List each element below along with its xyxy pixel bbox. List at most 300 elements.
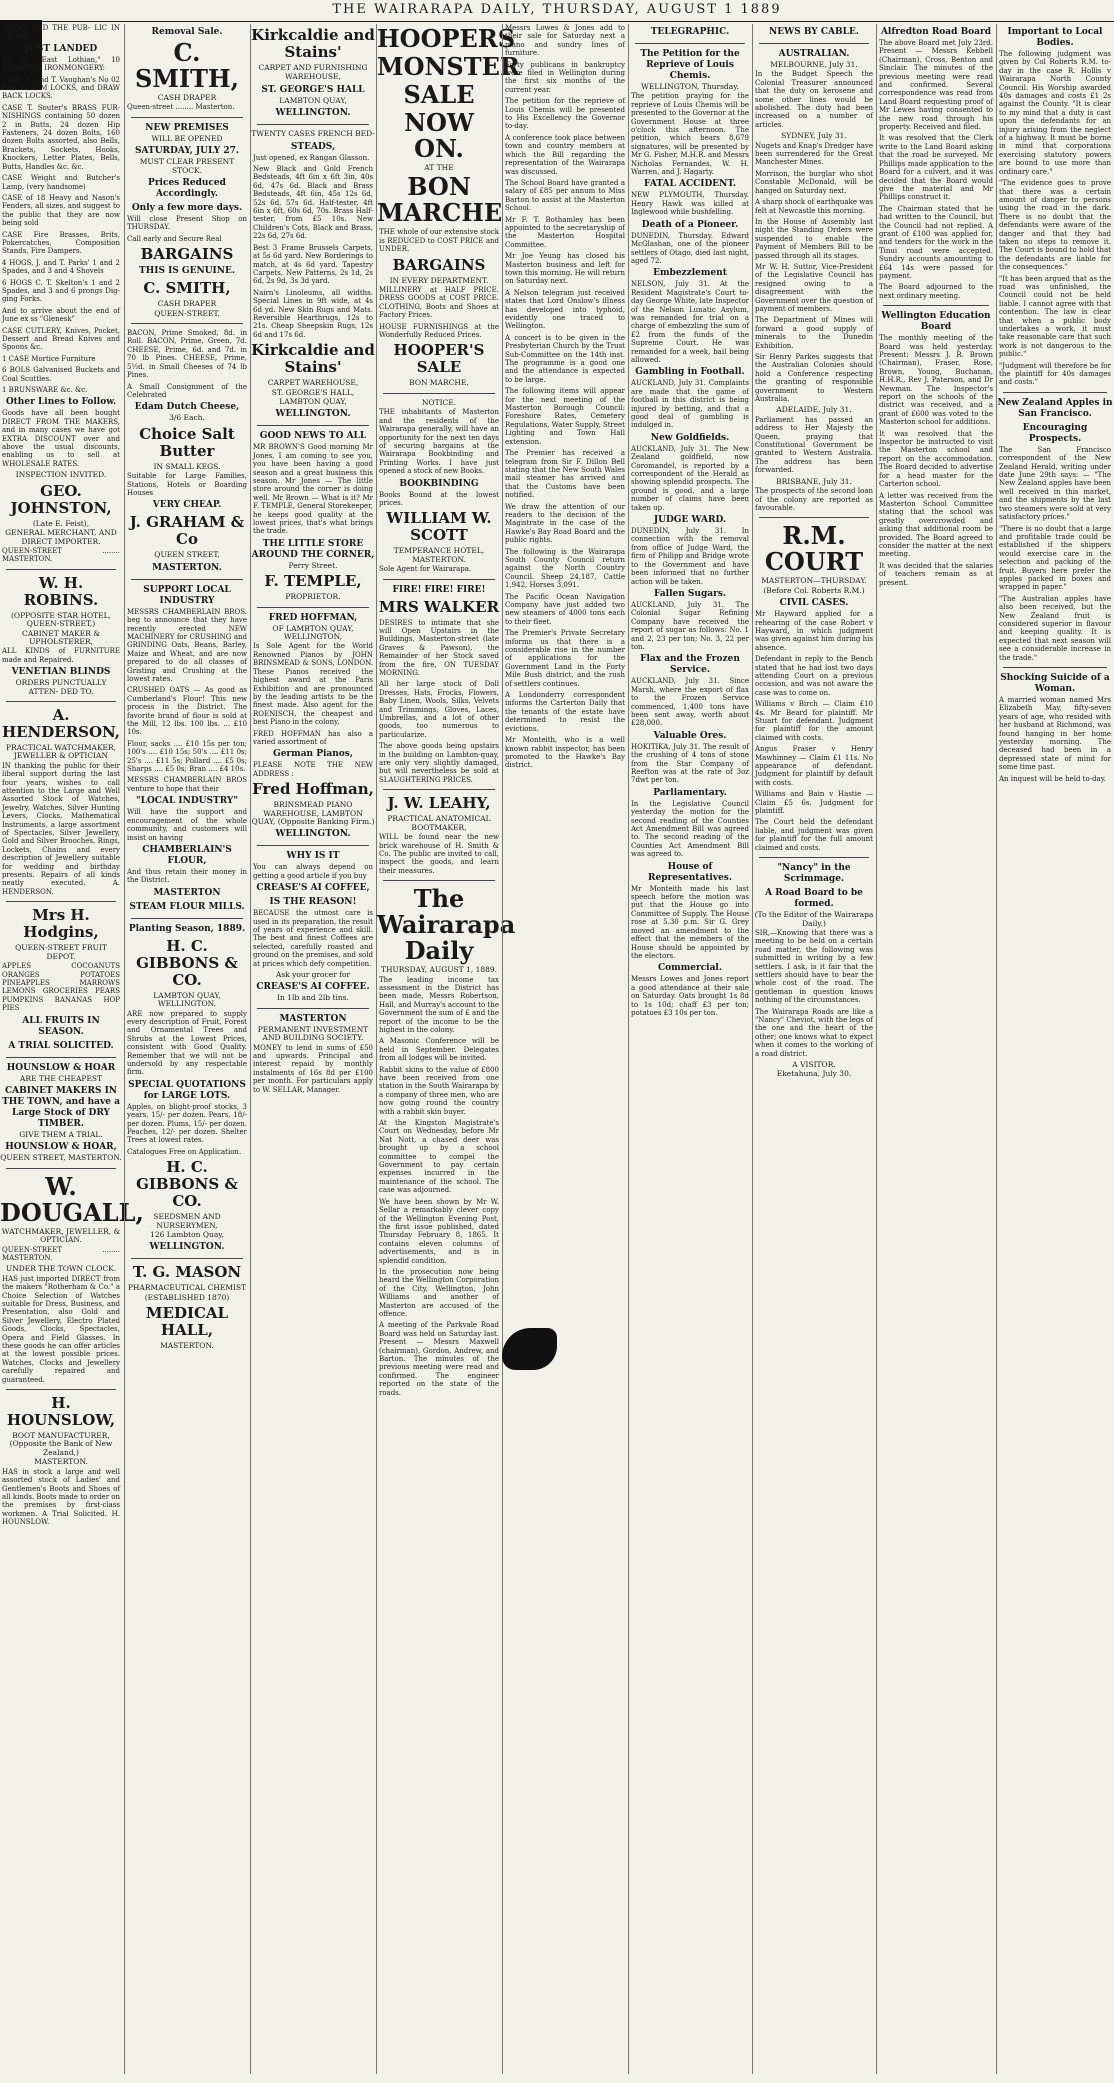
subheading: QUEEN-STREET.	[154, 308, 220, 318]
subheading: MASTERTON.	[160, 1341, 214, 1351]
article-paragraph: A letter was received from the Masterton School Committee stating that the school was greatly overcrowded and asking that additional room be provided. The Board agreed to consider the matter at the next meeting.	[879, 491, 993, 559]
subheading: LAMBTON QUAY,	[279, 396, 347, 406]
article-paragraph: Sir Henry Parkes suggests that the Australian Colonies should hold a Conference respecting the granting of responsible government to Western Australia.	[755, 353, 873, 404]
subheading: SEEDSMEN AND NURSERYMEN,	[153, 1212, 221, 1230]
column-7	[752, 24, 875, 2074]
article-paragraph: In the House of Assembly last night the Standing Orders were suspended to enable the Payment of Members Bill to be passed through all its stages.	[755, 217, 873, 260]
article-paragraph: Mr Monteith, who is a well known rabbit inspector, has been promoted to the Hawke's Bay district.	[505, 736, 625, 770]
column-separator	[257, 425, 369, 426]
headline: House of Representatives.	[647, 861, 733, 883]
headline: SATURDAY, JULY 27.	[135, 146, 239, 157]
display-heading: Choice Salt Butter	[139, 424, 235, 460]
article-paragraph: MILLINERY at HALF PRICE. DRESS GOODS at COST PRICE. CLOTHING, Boots and Shoes at Factory Prices.	[379, 286, 499, 320]
subheading: Perry Street.	[288, 560, 338, 570]
headline: Wellington Education Board	[881, 311, 991, 333]
headline: Other Lines to Follow.	[5, 397, 117, 408]
subheading: QUEEN-STREET FRUIT DEPOT.	[15, 943, 107, 961]
column-5	[502, 24, 627, 2074]
article-paragraph: QUEEN-STREET ........ MASTERTON.	[2, 1245, 120, 1262]
headline: VENETIAN BLINDS	[11, 667, 111, 678]
article-paragraph: The Chairman stated that he had written to the Council, but the Council had not replied. A grant of £100 was applied for, and tenders for the work in the Tinui road were accepted. Sundry accounts amounting to £64 14s were passed for payment.	[879, 204, 993, 280]
article-paragraph: The following is the Wairarapa South County Council return against the North Country Council. Sheep 24,187, Cattle 1,942, Horses 3,091.	[505, 547, 625, 590]
column-separator	[6, 901, 116, 902]
headline: BOOKBINDING	[399, 478, 479, 489]
subheading: In 1lb and 2lb tins.	[277, 993, 349, 1003]
article-paragraph: Is Sole Agent for the World Renowned Pianos by JOHN BRINSMEAD & SONS, LONDON. These Pianos received the highest award at the Paris Exhibition and are pronounced by the leading artists to be the finest made. Also agent for the ROENISCH, the cheapest and best Piano in the colony.	[253, 642, 373, 727]
subheading: IN EVERY DEPARTMENT.	[389, 275, 489, 285]
article-paragraph: CASE T. Souter's BRASS FUR- NISHINGS containing 50 dozen 2 in Butts, 24 dozen Hip Fasteners, 24 dozen Bolts, 160 dozen Bolts assorted, also Bells, Brackets, Sockets, Hooks, Knockers, Letter Plates, Bells, Butts, Handles &c. &c.	[2, 103, 120, 171]
article-paragraph: Williams v Birch — Claim £10 4s. Mr Beard for plaintiff. Mr Stuart for defendant. Judgment for plaintiff for the amount claimed with costs.	[755, 700, 873, 742]
headline: CREASE'S AI COFFEE.	[256, 982, 370, 993]
article-paragraph: "The Australian apples have also been received, but the New Zealand fruit is considered superior in flavour and keeping quality. It is expected that next season will see a considerable increase in the trade."	[999, 594, 1111, 662]
article-paragraph: THE inhabitants of Masterton and the residents of the Wairarapa generally, will have an opportunity for the next ten days of securing bargains at the Wairarapa Bookbinding and Printing Works. I have just opened a stock of new Books.	[379, 408, 499, 476]
article-paragraph: A sharp shock of earthquake was felt at Newcastle this morning.	[755, 198, 873, 215]
article-paragraph: 4 HOGS, J. and T. Parks' 1 and 2 Spades, and 3 and 4 Shovels	[2, 258, 120, 276]
subheading: LAMBTON QUAY,	[279, 95, 347, 105]
headline: A Road Board to be formed.	[765, 888, 863, 910]
article-paragraph: Apples, on blight-proof stocks, 3 years, 15/- per dozen. Pears, 18/- per dozen. Plums, 15/- per dozen. Peaches, 12/- per dozen. Shelter Trees at lowest rates.	[127, 1102, 247, 1145]
article-paragraph: A Small Consignment of the Celebrated	[127, 382, 247, 399]
subheading: TWENTY CASES FRENCH BED-	[251, 129, 375, 139]
column-4	[376, 24, 520, 2074]
column-separator	[131, 579, 243, 580]
article-paragraph: The petition for the reprieve of Louis Chemis will be presented to His Excellency the Governor to-day.	[505, 97, 625, 131]
column-separator	[131, 1258, 243, 1259]
headline: ALL FRUITS IN SEASON.	[22, 1015, 100, 1037]
article-paragraph: DUNEDIN, Thursday. Edward McGlashan, one of the pioneer settlers of Otago, died last night, aged 72.	[631, 231, 749, 265]
subheading: BOOT MANUFACTURER, (Opposite the Bank of New Zealand,)	[9, 1431, 113, 1457]
subheading: QUEEN STREET,	[154, 550, 220, 560]
article-paragraph: The San Francisco correspondent of the New Zealand Herald, writing under date June 29th says: — "The New Zealand apples have been well received in this market, and the shipments by the last two steamers were sold at very satisfactory prices."	[999, 445, 1111, 522]
subheading: Ask your grocer for	[275, 970, 351, 980]
subheading: IN SMALL KEGS.	[153, 461, 221, 471]
headline: New Goldfields.	[650, 432, 730, 443]
display-heading: GEO. JOHNSTON,	[10, 481, 112, 517]
article-paragraph: Will close Present Shop on THURSDAY.	[127, 215, 247, 232]
article-paragraph: "Judgment will therefore be for the plaintiff for 40s damages and costs."	[999, 361, 1111, 387]
article-paragraph: And thus retain their money in the District.	[127, 867, 247, 885]
article-paragraph: Sole Agent for Wairarapa.	[379, 565, 472, 574]
subheading: PROPRIETOR.	[285, 592, 341, 602]
subheading: INSPECTION INVITED.	[15, 470, 107, 480]
article-paragraph: Nugets and Knap's Dredger have been surrendered for the Great Manchester Mines.	[755, 141, 873, 167]
subheading: (To the Editor of the Wairarapa Daily.)	[754, 910, 874, 928]
subheading: BON MARCHE.	[409, 378, 469, 388]
large-display-heading: The Wairarapa Daily	[377, 884, 516, 966]
article-paragraph: Catalogues Free on Application.	[127, 1147, 242, 1156]
headline: WELLINGTON.	[275, 829, 351, 840]
article-paragraph: AUCKLAND, July 31. The Colonial Sugar Refining Company have received the report of sugar as follows: No. 1 and 2, 23 per ton; No. 3, 22 per ton.	[631, 600, 749, 651]
article-paragraph: SIR,—Knowing that there was a meeting to be held on a certain road matter, the following was submitted in writing by a few settlers. I ask, is it fair that the settlers should have to bear the whole cost of the road. The gentleman in question knows nothing of the circumstances.	[755, 928, 873, 1005]
column-separator	[635, 43, 745, 44]
subheading: 126 Lambton Quay,	[150, 1230, 224, 1240]
display-heading: A. HENDERSON,	[1, 705, 121, 741]
headline: Parliamentary.	[653, 787, 727, 798]
headline: MASTERTON	[279, 1013, 347, 1024]
headline: SPECIAL QUOTATIONS for LARGE LOTS.	[128, 1079, 246, 1101]
column-9	[996, 24, 1113, 2074]
article-paragraph: "There is no doubt that a large and profitable trade could be established if the shippers would exercise care in the selection and packing of the fruit. Buyers here prefer the apples packed in boxes and wrapped in paper."	[999, 524, 1111, 592]
headline: GOOD NEWS TO ALL	[259, 431, 367, 442]
display-heading: H. C. GIBBONS & CO.	[136, 936, 238, 989]
display-heading: Kirkcaldie and Stains'	[251, 26, 375, 61]
headline: "Nancy" in the Scrimmage.	[777, 863, 851, 885]
subheading: ARE THE CHEAPEST	[19, 1073, 103, 1083]
article-paragraph: CASE H. and T. Vaughan's No 02 and 08, RIM LOCKS, and DRAW BACK LOCKS.	[2, 75, 120, 101]
headline: WELLINGTON.	[275, 108, 351, 119]
article-paragraph: At the Kingston Magistrate's Court on Wednesday, before Mr Nat Nott, a chased deer was brought up by a school committee to compel the Government to pay certain expenses incurred in the maintenance of the school. The case was adjourned.	[379, 1119, 499, 1195]
subheading: PRACTICAL ANATOMICAL BOOTMAKER,	[387, 814, 491, 832]
article-paragraph: 6 HOGS C. T. Skelton's 1 and 2 Spades, and 3 and 6 prongs Dig- ging Forks.	[2, 278, 120, 304]
article-paragraph: Parliament has passed an address to Her Majesty the Queen, praying that Constitutional Government be granted to Western Australia. The address has been forwarded.	[755, 415, 873, 475]
large-display-heading: BON MARCHE	[377, 172, 503, 228]
column-separator	[257, 845, 369, 846]
subheading: WELLINGTON, Thursday.	[641, 82, 739, 91]
article-paragraph: 6 BOLS Galvanised Buckets and Coal Scuttles.	[2, 366, 120, 383]
article-paragraph: A concert is to be given in the Presbyterian Church by the Trust Sub-Committee on the 14th inst. The programme is a good one and the attendance is expected to be large.	[505, 333, 625, 384]
headline: CABINET MAKERS IN THE TOWN, and have a Large Stock of DRY TIMBER.	[2, 1085, 120, 1129]
headline: THIS IS GENUINE.	[139, 266, 235, 277]
headline: CREASE'S AI COFFEE,	[256, 883, 370, 894]
article-paragraph: Defendant in reply to the Bench stated that he had lost two days attending Court on a previous occasion, and was not aware the case was to come on.	[755, 655, 873, 697]
article-paragraph: The monthly meeting of the Board was held yesterday. Present: Messrs J. R. Brown (Chairman), Fraser, Rose, Brown, Young, Buchanan, H.H.R., Rev J. Paterson, and Dr Newman. The Inspector's report on the schools of the district was received, and a grant of £600 was voted to the Masterton school for additions.	[879, 334, 993, 427]
headline: Embezzlement	[653, 268, 727, 279]
display-heading: J. GRAHAM & Co	[129, 513, 245, 549]
display-heading: HOOPER'S SALE	[393, 341, 485, 377]
article-paragraph: All her large stock of Doll Dresses, Hats, Frocks, Flowers, Baby Linen, Wools, Silks, Velvets and Trimmings, Gloves, Laces, Umbrellas, and a lot of other goods, too numerous to particularize.	[379, 680, 499, 739]
subheading: PHARMACEUTICAL CHEMIST	[127, 1283, 247, 1293]
subheading: WAREHOUSE,	[285, 72, 341, 82]
column-separator	[883, 305, 989, 306]
headline: Edam Dutch Cheese,	[134, 402, 240, 413]
article-paragraph: Best 3 Frame Brussels Carpets, at 5s 6d yard. New Borderings to match, at 4s 6d yard. Tapestry Carpets, New Patterns, 2s 1d, 2s 6d, 2s 9d, 3s 3d yard.	[253, 243, 373, 286]
article-paragraph: The Department of Mines will forward a good supply of minerals to the Dunedin Exhibition.	[755, 316, 873, 350]
column-separator	[257, 1008, 369, 1009]
subheading: THURSDAY, AUGUST 1, 1889.	[380, 965, 498, 975]
subheading: CASH DRAPER	[157, 93, 217, 102]
article-paragraph: NELSON, July 31. At the Resident Magistrate's Court to-day George White, late Inspector of the Nelson Lunatic Asylum, was remanded for trial on a charge of embezzling the sum of £2 from the funds of the Supreme Court. He was remanded for a week, bail being allowed.	[631, 280, 749, 364]
display-heading: Fred Hoffman,	[252, 780, 374, 799]
display-heading: MEDICAL HALL,	[145, 1304, 229, 1340]
article-paragraph: The Pacific Ocean Navigation Company have just added two new steamers of 4000 tons each to their fleet.	[505, 592, 625, 626]
article-paragraph: FRED HOFFMAN has also a varied assortment of	[253, 729, 373, 746]
subheading: (OPPOSITE STAR HOTEL, QUEEN-STREET,)	[11, 610, 111, 629]
headline: TELEGRAPHIC.	[650, 27, 730, 37]
article-paragraph: You can always depend on getting a good article if you buy	[253, 863, 373, 880]
column-2	[124, 24, 249, 2074]
column-1	[0, 24, 144, 2074]
headline: Important to Local Bodies.	[1007, 27, 1103, 48]
headline: Removal Sale.	[151, 27, 223, 37]
article-paragraph: The prospects of the second loan of the colony are reported as favourable.	[755, 487, 873, 512]
article-paragraph: Goods have all been bought DIRECT FROM THE MAKERS, and in many cases we have got EXTRA DISCOUNT over and above the usual discounts, enabling us to sell at WHOLESALE RATES.	[2, 409, 120, 468]
subheading: (ESTABLISHED 1870)	[144, 1292, 230, 1302]
headline: AUSTRALIAN.	[778, 49, 850, 59]
headline: A TRIAL SOLICITED.	[8, 1040, 114, 1051]
column-separator	[257, 607, 369, 608]
subheading: UNDER THE TOWN CLOCK.	[5, 1264, 117, 1274]
headline: WELLINGTON.	[149, 1242, 225, 1253]
article-paragraph: Just opened, ex Rangan Glasson.	[253, 153, 370, 162]
column-separator	[759, 517, 869, 518]
article-paragraph: LDERS AND THE PUB- LIC IN GENERAL.	[2, 24, 120, 41]
article-paragraph: Mr W. H. Suttor, Vice-President of the Legislative Council has resigned owing to a disagreement with the Government over the question of payment of members.	[755, 262, 873, 313]
display-heading: BARGAINS	[140, 245, 234, 264]
article-paragraph: DUNEDIN, July 31. In connection with the removal from office of Judge Ward, the firm of Philipp and Bridge wrote to the Government and have been informed that no further action will be taken.	[631, 527, 749, 586]
article-paragraph: CASE Fire Brasses, Brits, Pokercatches, Composition Stands, Fire Dampers.	[2, 230, 120, 256]
headline: FRED HOFFMAN,	[268, 612, 358, 623]
subheading: PRACTICAL WATCHMAKER, JEWELLER & OPTICIAN	[5, 742, 117, 761]
article-paragraph: Messrs Lowes and Jones report a good attendance at their sale on Saturday. Oats brought 1s 8d to 1s 10d; chaff £3 per ton; potatoes £3 10s per ton.	[631, 975, 749, 1017]
article-paragraph: The leading income tax assessment in the District has been made, Messrs Robertson, Hall, and Murray's account to the Government the sum of £ and the report of the income to be the highest in the colony.	[379, 975, 499, 1034]
subheading: CARPET WAREHOUSE,	[267, 378, 359, 388]
article-paragraph: It was resolved that the Inspector be instructed to visit the Masterton school and report on the accommodation. The Board decided to advertise for a head master for the Carterton school.	[879, 429, 993, 489]
article-paragraph: Mr Hayward applied for a rehearing of the case Robert v Hayward, in which judgment was given against him during his absence.	[755, 610, 873, 652]
headline: NEW PREMISES	[145, 122, 229, 133]
article-paragraph: CASE Weight and Butcher's Lamp, (very handsome)	[2, 174, 120, 191]
headline: Gambling in Football.	[635, 367, 745, 378]
article-paragraph: ARE now prepared to supply every description of Fruit, Forest and Ornamental Trees and Shrubs at the Lowest Prices, consistent with Good Quality. Remember that we will not be undersold by any respectable firm.	[127, 1009, 247, 1077]
article-paragraph: MONEY to lend in sums of £50 and upwards. Principal and interest repaid by monthly instalments of 16s 8d per £100 per month. For particulars apply to W. SELLAR, Manager.	[253, 1043, 373, 1094]
large-display-heading: NOW ON.	[404, 108, 474, 163]
article-paragraph: MR BROWN'S Good morning Mr Jones, I am coming to see you, you have been having a good season and a great business this season. Mr Jones — The little store around the corner is doing well. Mr Brown — What is it? Mr F. TEMPLE, General Storekeeper, he keeps good quality at the lowest prices, that's what brings the trade.	[253, 443, 373, 536]
column-8	[876, 24, 995, 2074]
article-paragraph: Williams and Bain v Hastie — Claim £5 6s. Judgment for plaintiff.	[755, 790, 873, 816]
headline: The Petition for the Reprieve of Louis Chemis.	[640, 49, 740, 81]
headline: WELLINGTON.	[275, 409, 351, 420]
column-6	[628, 24, 751, 2074]
subheading: CABINET MAKER & UPHOLSTERER,	[22, 628, 100, 646]
article-paragraph: AUCKLAND, July 31. The New Zealand goldfield, now Coromandel, is reported by a correspondent of the Herald as showing splendid prospects. The ground is good, and a large number of claims have been taken up.	[631, 444, 749, 512]
article-paragraph: WILL be found near the new brick warehouse of H. Smith & Co. The public are invited to call, inspect the goods, and learn their measures.	[379, 833, 499, 875]
article-paragraph: Suitable for Large Families, Stations, Hotels or Boarding Houses	[127, 472, 247, 497]
large-display-heading: MONSTER	[377, 52, 520, 81]
subheading: GIVE THEM A TRIAL.	[19, 1129, 103, 1139]
article-paragraph: Rabbit skins to the value of £800 have been received from one station in the South Wairarapa by a company of three men, who are now going round the country with a rabbit skin buyer.	[379, 1065, 499, 1116]
article-paragraph: IN thanking the public for their liberal support during the last four years, wishes to call attention to the Large and Well Assorted Stock of Watches, Jewelry, Watches, Silver Hunting Levers, Clocks, Mathematical Instruments, a large assortment of Spectacles, Silver Jewellery, Gold and Silver Brooches, Rings, Lockets, Chains and every description of Jewellery suitable for wedding and birthday presents. Repairs of all kinds neatly executed. A. HENDERSON.	[2, 761, 120, 896]
subheading: WILL BE OPENED	[151, 133, 223, 143]
headline: Flax and the Frozen Service.	[640, 654, 740, 676]
subheading: OF LAMBTON QUAY, WELLINGTON,	[272, 623, 354, 642]
headline: NEWS BY CABLE.	[769, 27, 859, 37]
article-paragraph: The above Board met July 23rd. Present — Messrs Kebbell (Chairman), Cross, Benton and Sinclair. The minutes of the previous meeting were read and confirmed. Several correspondence was read from Land Board requesting proof of Mr Lewes having consented to the new road through his property. Received and filed.	[879, 39, 993, 132]
article-paragraph: MESSRS CHAMBERLAIN BROS. beg to announce that they have recently erected NEW MACHINERY for CRUSHING and GRINDING Oats, Beans, Barley, Maize and Wheat, and are now prepared to do all classes of Gristing and Crushing at the lowest rates.	[127, 607, 247, 683]
headline: STEADS,	[290, 141, 336, 152]
subheading: BRINSMEAD PIANO WAREHOUSE, LAMBTON QUAY, (Opposite Banking Firm.)	[251, 800, 375, 826]
column-separator	[6, 1389, 116, 1390]
subheading: PERMANENT INVESTMENT AND BUILDING SOCIETY.	[257, 1024, 369, 1043]
headline: Planting Season, 1889.	[128, 923, 246, 934]
headline: CHAMBERLAIN'S FLOUR,	[142, 844, 232, 866]
column-separator	[257, 124, 369, 125]
headline: CIVIL CASES.	[779, 598, 849, 609]
column-separator	[6, 1057, 116, 1058]
large-display-heading: W. DOUGALL,	[0, 1171, 144, 1227]
article-paragraph: We have been shown by Mr W. Sellar a remarkably clever copy of the Wellington Evening Post, the first issue published, dated Thursday February 8, 1865. It contains eleven columns of advertisements, and is in splendid condition.	[379, 1197, 499, 1265]
subheading: QUEEN STREET, MASTERTON.	[0, 1153, 122, 1163]
headline: New Zealand Apples in San Francisco.	[997, 397, 1113, 419]
headline: SUPPORT LOCAL INDUSTRY	[143, 584, 231, 606]
article-paragraph: MESSRS CHAMBERLAIN BROS venture to hope that their	[127, 776, 247, 793]
display-heading: H. HOUNSLOW,	[6, 1394, 116, 1430]
display-heading: T. G. MASON	[132, 1263, 242, 1282]
subheading: CARPET AND FURNISHING	[258, 63, 368, 72]
article-paragraph: It was resolved that the Clerk write to the Land Board asking that the road be surveyed. Mr Phillips made application to the Board for a culvert, and it was decided that the Board would give the material and Mr Phillips construct it.	[879, 134, 993, 202]
headline: HOUNSLOW & HOAR,	[5, 1142, 117, 1153]
subheading: ST. GEORGE'S HALL,	[271, 387, 355, 397]
column-separator	[1003, 667, 1107, 668]
article-paragraph: BECAUSE the utmost care is used in its preparation, the result of years of experience and skill. The best and finest Coffees are selected, carefully roasted and ground on the premises, and sold at prices which defy competition.	[253, 909, 373, 968]
headline: German Pianos,	[273, 749, 353, 760]
column-separator	[759, 857, 869, 858]
article-paragraph: New Black and Gold French Bedsteads, 4ft 6in x 6ft 3in, 40s 6d, 47s 6d. Black and Brass Bedsteads, 4ft 6in, 45s 12s 6d, 52s 6d, 57s 6d. Half-tester, 4ft 6in x 6ft, 60s 6d, 70s. Brass Half-tester, from £5 10s. New Children's Cots, Black and Brass, 22s 6d, 27s 6d.	[253, 165, 373, 241]
headline: Valuable Ores.	[653, 730, 727, 741]
display-heading: C. SMITH,	[143, 279, 231, 298]
subheading: CASH DRAPER	[157, 299, 217, 309]
column-3	[250, 24, 375, 2074]
subheading: GENERAL MERCHANT, AND DIRECT IMPORTER.	[5, 528, 117, 546]
headline: ST. GEORGE'S HALL	[261, 84, 365, 95]
subheading: LAMBTON QUAY, WELLINGTON.	[153, 990, 221, 1009]
article-paragraph: Flour, sacks .... £10 15s per ton; 100's .... £10 15s; 50's .... £11 0s; 25's .... £11 5s; Pollard .... £5 0s; Sharps .... £5 0s; Bran .... £4 10s.	[127, 739, 247, 774]
article-paragraph: ALL KINDS of FURNITURE made and Repaired.	[2, 647, 120, 664]
article-paragraph: 1 BRUNSWARE &c. &c.	[2, 386, 88, 395]
headline: JUDGE WARD.	[653, 515, 727, 526]
headline: FATAL ACCIDENT.	[643, 179, 737, 190]
headline: Commercial.	[658, 963, 722, 974]
column-separator	[383, 393, 495, 394]
article-paragraph: The Court held the defendant liable, and judgment was given for plaintiff for the full amount claimed and costs.	[755, 818, 873, 852]
article-paragraph: A Nelson telegram just received states that Lord Onslow's illness has developed into typhoid, evidently one traced to Wellington.	[505, 288, 625, 331]
headline: Shocking Suicide of a Woman.	[1000, 673, 1110, 694]
article-paragraph: A meeting of the Parkvale Road Board was held on Saturday last. Present — Messrs Maxwell (chairman), Gordon, Andrew, and Barton. The minutes of the previous meeting were read and confirmed. The engineer reported on the state of the roads.	[379, 1321, 499, 1397]
article-paragraph: A conference took place between town and country members at which the Bill regarding the representation of the Wairarapa was discussed.	[505, 133, 625, 176]
subheading: NOTICE.	[421, 397, 457, 407]
article-paragraph: AUCKLAND, July 31. Since Marsh, where the export of flax to the Frozen Service commenced, 1,400 tons have been sent away, worth about £28,000.	[631, 677, 749, 728]
large-display-heading: HOOPERS	[377, 24, 516, 53]
article-paragraph: HOKITIKA, July 31. The result of the crushing of 4 tons of stone from the Star Company of Reefton was at the rate of 3oz 7dwt per ton.	[631, 742, 749, 785]
headline: WHY IS IT	[286, 851, 340, 862]
display-heading: J. W. LEAHY,	[387, 794, 491, 813]
article-paragraph: DESIRES to intimate that she will Open Upstairs in the Buildings, Masterton-street (late Graves & Pawson), the Remainder of her Stock saved from the fire, ON TUESDAY MORNING.	[379, 618, 499, 677]
subheading: Eketahuna, July 30.	[776, 1069, 852, 1079]
article-paragraph: Call early and Secure Real	[127, 234, 222, 243]
article-paragraph: CASE CUTLERY, Knives, Pocket, Dessert and Bread Knives and Spoons &c.	[2, 326, 120, 352]
article-paragraph: We draw the attention of our readers to the decision of the Magistrate in the case of the Hawke's Bay Road Board and the public rights.	[505, 502, 625, 545]
article-paragraph: Mr Monteith made his last speech before the motion was put that the House go into Committee of Supply. The House rose at 5.30 p.m. Sir G. Grey moved an amendment to the effect that the members of the House should be appointed by the electors.	[631, 884, 749, 960]
article-paragraph: The Wairarapa Roads are like a "Nancy" Cheviot, with the legs of the one and the heart of the other; one knows what to expect when it comes to the working of a road district.	[755, 1007, 873, 1058]
headline: THE LITTLE STORE AROUND THE CORNER,	[251, 538, 375, 560]
display-heading: BARGAINS	[392, 255, 486, 274]
article-paragraph: CRUSHED OATS — As good as Cumberland's Flour! This new process in the District. The favorite brand of flour is sold at the Mill, 12 lbs. 100 lbs. ... £10 10s.	[127, 686, 247, 737]
display-heading: W. H. ROBINS.	[23, 573, 99, 609]
headline: Only a few more days.	[131, 203, 243, 214]
article-paragraph: THE whole of our extensive stock is REDUCED to COST PRICE and UNDER.	[379, 228, 499, 254]
subheading: ADELAIDE, July 31.	[776, 405, 852, 415]
large-display-heading: C. SMITH,	[134, 38, 239, 93]
headline: JUST LANDED	[24, 43, 98, 54]
column-separator	[6, 701, 116, 702]
column-separator	[383, 579, 495, 580]
display-heading: Kirkcaldie and Stains'	[251, 341, 375, 377]
column-separator	[6, 1168, 116, 1169]
article-paragraph: An inquest will be held to-day.	[999, 774, 1106, 783]
article-paragraph: Queen-street ........ Masterton.	[127, 103, 235, 112]
subheading: BRISBANE, July 31.	[776, 476, 852, 486]
headline: MASTERTON	[153, 887, 221, 898]
article-paragraph: CASE of 18 Heavy and Nason's Fenders, all sizes, and suggest to the public that they are now being sold	[2, 193, 120, 228]
article-paragraph: The petition praying for the reprieve of Louis Chemis will be presented to the Governor at the Government House at three o'clock this afternoon. The petition, which bears 8,679 signatures, will be presented by Mr G. Fisher, M.H.R. and Messrs Nicholas Fernandes, W. H. Warren, and J. Hagarty.	[631, 92, 749, 177]
headline: Encouraging Prospects.	[1022, 422, 1088, 444]
column-separator	[1003, 392, 1107, 393]
article-paragraph: The following judgment was given by Col Roberts R.M. to-day in the case R. Hollis v Wairarapa North County Council. His Worship awarded 40s damages and costs £1 2s against the County. "It is clear to my mind that a duty is cast upon the defendants for an injury arising from the neglect of a highway. It must be borne in mind that corporations exercising statutory powers are bound to use more than ordinary care."	[999, 50, 1111, 176]
headline: HOUNSLOW & HOAR	[6, 1062, 116, 1073]
subheading: MASTERTON.	[34, 1457, 88, 1467]
subheading: MELBOURNE, July 31.	[770, 60, 858, 69]
article-paragraph: QUEEN-STREET ........ MASTERTON.	[2, 546, 120, 564]
article-paragraph: In the Legislative Council yesterday the motion for the second reading of the Counties Act Amendment Bill was agreed to. The second reading of the Counties Act Amendment Bill was agreed to.	[631, 799, 749, 859]
subheading: SYDNEY, July 31.	[781, 131, 847, 141]
column-separator	[6, 569, 116, 570]
subheading: ORDERS PUNCTUALLY ATTEN- DED TO.	[15, 678, 107, 696]
article-paragraph: HAS in stock a large and well assorted stock of Ladies' and Gentlemen's Boots and Shoes of all kinds. Boots made to order on the premises by first-class workmen. A Trial Solicited. H. HOUNSLOW.	[2, 1467, 120, 1527]
article-paragraph: Will have the support and encouragement of the whole community, and customers will insist on having	[127, 808, 247, 842]
headline: MASTERTON.	[152, 562, 222, 573]
article-paragraph: APPLES COCOANUTS ORANGES POTATOES PINEAPPLES MARROWS LEMONS GROCERIES PEARS PUMPKINS BANANAS HOP PIES	[2, 962, 120, 1013]
article-paragraph: Messrs Lowes & Jones add to their sale for Saturday next a piano and sundry lines of furniture.	[505, 24, 625, 58]
article-paragraph: The Premier has received a telegram from Sir F. Dillon Bell stating that the New South Wales mail steamer has arrived and that the Customs have been notified.	[505, 449, 625, 500]
article-paragraph: The Board adjourned to the next ordinary meeting.	[879, 283, 993, 300]
large-display-heading: SALE	[403, 80, 475, 109]
article-paragraph: NEW PLYMOUTH, Thursday. Henry Hawk was killed at Inglewood while bushfelling.	[631, 191, 749, 217]
subheading: WATCHMAKER, JEWELLER, & OPTICIAN.	[1, 1226, 121, 1245]
article-paragraph: It was decided that the salaries of teachers remain as at present.	[879, 561, 993, 587]
headline: IS THE REASON!	[269, 897, 357, 908]
subheading: TEMPERANCE HOTEL, MASTERTON.	[393, 546, 485, 564]
large-display-heading: R.M. COURT	[764, 521, 864, 577]
display-heading: WILLIAM W. SCOTT	[386, 509, 492, 545]
display-heading: MRS WALKER	[378, 597, 500, 616]
headline: Alfredton Road Board	[880, 27, 992, 37]
headline: "LOCAL INDUSTRY"	[135, 796, 239, 807]
article-paragraph: A Londonderry correspondent informs the Carterton Daily that the tenants of the estate have determined to resist the evictions.	[505, 691, 625, 733]
article-paragraph: PLEASE NOTE THE NEW ADDRESS :	[253, 761, 373, 778]
display-heading: H. C. GIBBONS & CO.	[136, 1158, 238, 1211]
article-paragraph: Mr Joe Yeung has closed his Masterton business and left for town this morning. He will return on Saturday next.	[505, 252, 625, 286]
article-paragraph: A Masonic Conference will be held in September. Delegates from all lodges will be invited.	[379, 1037, 499, 1063]
article-paragraph: The above goods being upstairs in the building on Lambton-quay, are only very slightly damaged, but will nevertheless be sold at SLAUGHTERING PRICES.	[379, 742, 499, 784]
subheading: (Before Col. Roberts R.M.)	[763, 585, 865, 595]
column-separator	[131, 117, 243, 118]
headline: STEAM FLOUR MILLS.	[129, 901, 245, 912]
display-heading: Mrs H. Hodgins,	[23, 906, 99, 942]
article-paragraph: The School Board have granted a salary of £85 per annum to Miss Barton to assist at the Masterton School.	[505, 178, 625, 213]
masthead-rule	[0, 21, 1114, 22]
column-separator	[759, 43, 869, 44]
article-paragraph: Forty publicans in bankruptcy were filed in Wellington during the first six months of the current year.	[505, 60, 625, 94]
article-paragraph: AUCKLAND, July 31. Complaints are made that the game of football in this district is being injured by betting, and that a good deal of gambling is indulged in.	[631, 379, 749, 430]
article-paragraph: HOUSE FURNISHINGS at the Wonderfully Reduced Prices.	[379, 322, 499, 340]
article-paragraph: "It has been argued that as the road was unfinished, the Council could not be held liable. I cannot agree with that contention. The law is clear that when a public body undertakes a work, it must take reasonable care that such work is not dangerous to the public."	[999, 274, 1111, 359]
article-paragraph: Morrison, the burglar who shot Constable McDonald, will be hanged on Saturday next.	[755, 169, 873, 195]
display-heading: F. TEMPLE,	[264, 572, 362, 591]
article-paragraph: In the Budget Speech the Colonial Treasurer announced that the duty on kerosene and some other lines would be abolished. The duty had been increased on a number of articles.	[755, 70, 873, 129]
article-paragraph: And to arrive about the end of June ex ss "Glenesk"	[2, 306, 120, 324]
column-separator	[383, 789, 495, 790]
article-paragraph: The following items will appear for the next meeting of the Masterton Borough Council: Foreshore Rates, Cemetery Regulations, Water Supply, Street Lighting and Town Hall extension.	[505, 387, 625, 446]
headline: VERY CHEAP.	[152, 500, 222, 511]
article-paragraph: Nairn's Linoleums, all widths. Special Lines in 9ft wide, at 4s 6d yd. New Skin Rugs and Mats. Reversible Hearthrugs, 12s to 21s. Cheap Sheepskin Rugs, 12s 6d and 17s 6d.	[253, 288, 373, 339]
